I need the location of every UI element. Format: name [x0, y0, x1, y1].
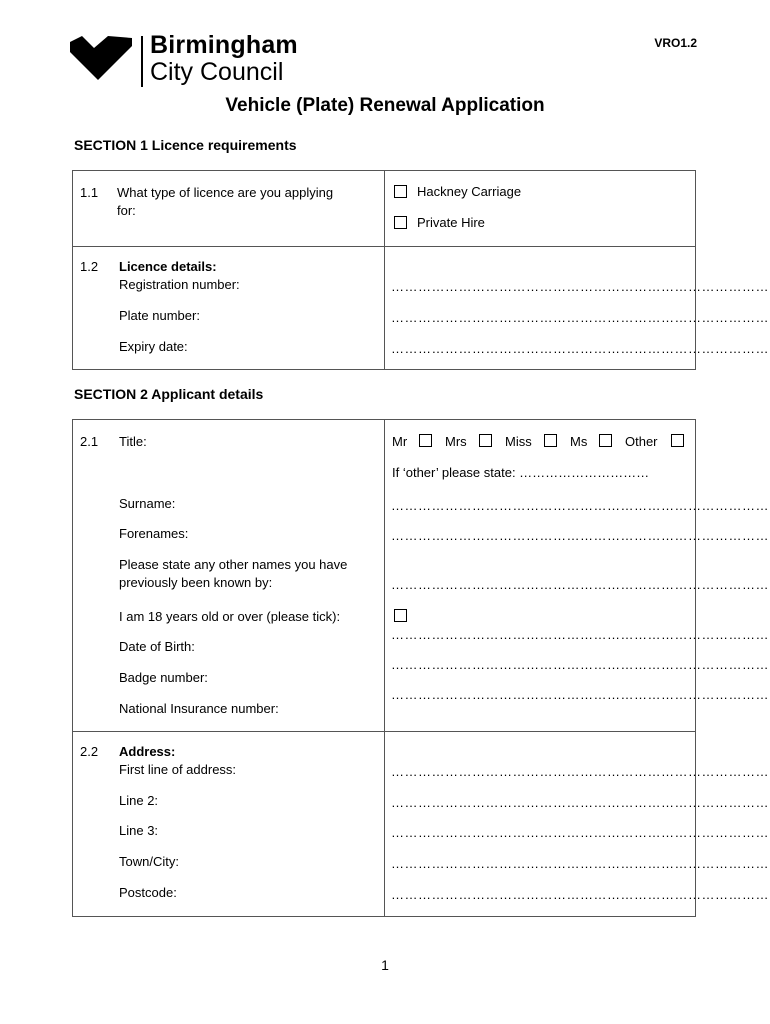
hackney-carriage-label: Hackney Carriage	[417, 184, 522, 199]
question-number: 2.2	[80, 744, 99, 759]
surname-field[interactable]: …………………………………………………………………………	[391, 498, 769, 513]
logo-text	[150, 32, 298, 86]
address-line-1-label: First line of address:	[119, 762, 237, 777]
licence-type-question-cont: for:	[117, 203, 136, 218]
birmingham-logo-icon	[68, 34, 134, 82]
forenames-label: Forenames:	[119, 526, 189, 541]
section-2-table	[72, 419, 769, 917]
plate-number-label: Plate number:	[119, 308, 200, 323]
age-confirm-checkbox[interactable]	[394, 609, 407, 622]
title-mr-checkbox[interactable]	[419, 434, 432, 447]
licence-details-heading: Licence details:	[119, 259, 217, 274]
other-names-label-cont: previously been known by:	[119, 575, 273, 590]
logo-line-2: City Council	[150, 58, 284, 86]
town-city-field[interactable]: …………………………………………………………………………	[391, 856, 769, 871]
expiry-date-label: Expiry date:	[119, 339, 188, 354]
title-ms-checkbox[interactable]	[599, 434, 612, 447]
address-line-3-field[interactable]: …………………………………………………………………………	[391, 825, 769, 840]
page-title: Vehicle (Plate) Renewal Application	[225, 95, 545, 116]
expiry-date-field[interactable]: …………………………………………………………………………	[391, 341, 769, 356]
postcode-field[interactable]: …………………………………………………………………………	[391, 887, 769, 902]
forenames-field[interactable]: …………………………………………………………………………	[391, 528, 769, 543]
title-other-checkbox[interactable]	[671, 434, 684, 447]
section-1-table	[72, 170, 769, 370]
title-option-other: Other	[625, 434, 658, 449]
address-line-2-field[interactable]: …………………………………………………………………………	[391, 795, 769, 810]
address-heading: Address:	[119, 744, 176, 759]
question-number: 2.1	[80, 434, 99, 449]
question-number: 1.1	[80, 185, 99, 200]
date-of-birth-field[interactable]: …………………………………………………………………………	[391, 627, 769, 642]
private-hire-checkbox[interactable]	[394, 216, 407, 229]
row-divider	[73, 246, 695, 247]
date-of-birth-label: Date of Birth:	[119, 639, 195, 654]
title-option-miss: Miss	[505, 434, 532, 449]
form-reference: VRO1.2	[654, 36, 697, 50]
logo-line-1: Birmingham	[150, 31, 298, 59]
title-miss-checkbox[interactable]	[544, 434, 557, 447]
postcode-label: Postcode:	[119, 885, 177, 900]
title-mrs-checkbox[interactable]	[479, 434, 492, 447]
other-names-field[interactable]: …………………………………………………………………………	[391, 577, 769, 592]
column-divider	[384, 420, 385, 916]
town-city-label: Town/City:	[119, 854, 179, 869]
title-option-mr: Mr	[392, 434, 408, 449]
address-line-2-label: Line 2:	[119, 793, 159, 808]
plate-number-field[interactable]: …………………………………………………………………………	[391, 310, 769, 325]
badge-number-label: Badge number:	[119, 670, 208, 685]
licence-type-question: What type of licence are you applying	[117, 185, 334, 200]
hackney-carriage-checkbox[interactable]	[394, 185, 407, 198]
private-hire-label: Private Hire	[417, 215, 485, 230]
registration-number-label: Registration number:	[119, 277, 240, 292]
ni-number-label: National Insurance number:	[119, 701, 279, 716]
title-option-mrs: Mrs	[445, 434, 467, 449]
registration-number-field[interactable]: …………………………………………………………………………	[391, 279, 769, 294]
address-line-1-field[interactable]: …………………………………………………………………………	[391, 764, 769, 779]
other-names-label: Please state any other names you have	[119, 557, 348, 572]
address-line-3-label: Line 3:	[119, 823, 159, 838]
section-2-heading: SECTION 2 Applicant details	[74, 386, 264, 402]
section-1-heading: SECTION 1 Licence requirements	[74, 137, 297, 153]
age-confirm-label: I am 18 years old or over (please tick):	[119, 609, 341, 624]
title-label: Title:	[119, 434, 147, 449]
question-number: 1.2	[80, 259, 99, 274]
logo-divider	[141, 36, 143, 87]
title-option-ms: Ms	[570, 434, 588, 449]
ni-number-field[interactable]: …………………………………………………………………………	[391, 687, 769, 702]
badge-number-field[interactable]: …………………………………………………………………………	[391, 657, 769, 672]
surname-label: Surname:	[119, 496, 176, 511]
row-divider	[73, 731, 695, 732]
page-number: 1	[381, 957, 389, 973]
column-divider	[384, 171, 385, 369]
other-title-field[interactable]: If ‘other’ please state: …………………………	[392, 465, 650, 480]
